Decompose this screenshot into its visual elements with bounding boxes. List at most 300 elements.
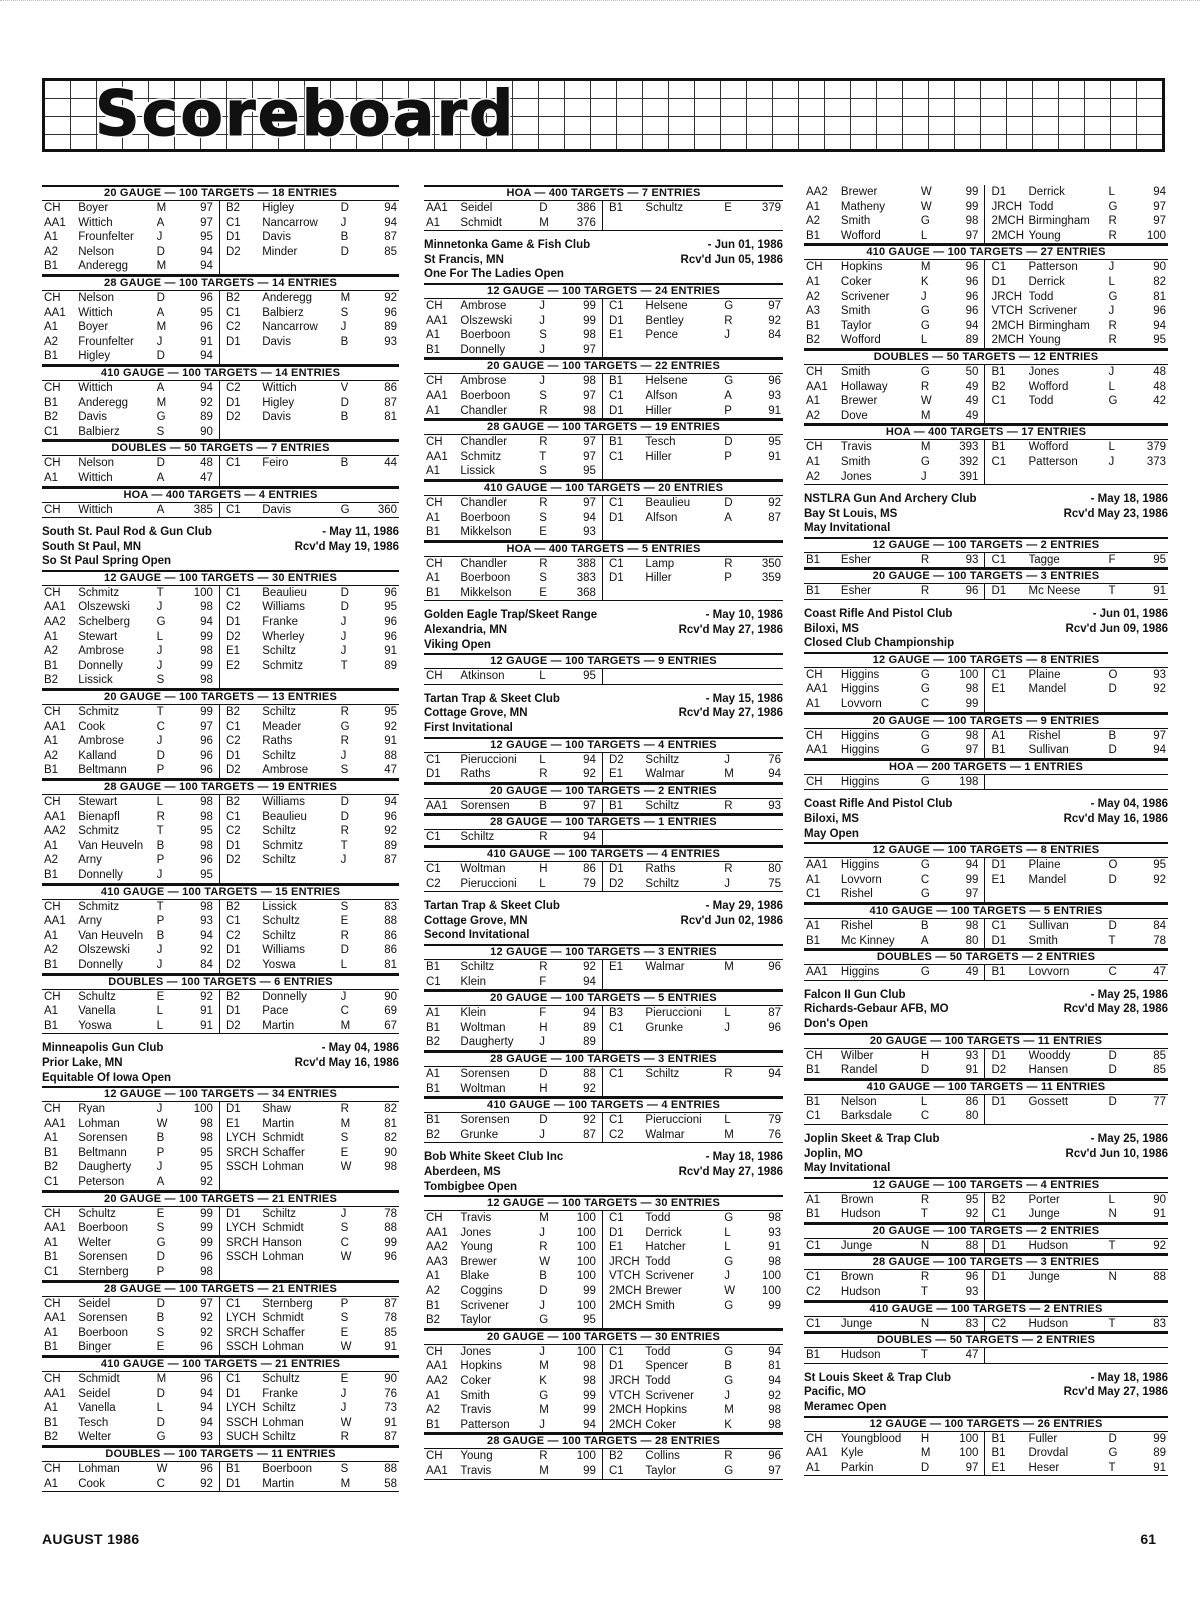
shooter-initial	[724, 975, 746, 990]
shooter-name: Yoswa	[78, 1019, 156, 1034]
shooter-initial: G	[724, 375, 734, 388]
class-code: B1	[804, 934, 841, 949]
score: 44	[384, 457, 397, 470]
column-3	[804, 185, 1168, 1476]
club-header-line	[804, 827, 1168, 842]
event-title: 12 GAUGE — 100 TARGETS — 3 ENTRIES	[424, 944, 783, 960]
shooter-initial: D	[340, 944, 349, 957]
score: 96	[200, 735, 213, 748]
class-code: B1	[219, 1462, 262, 1477]
club-header	[424, 238, 783, 282]
shooter-name: Schmitz	[78, 706, 120, 719]
class-code: CH	[44, 1207, 61, 1220]
shooter-name: Klein	[460, 975, 539, 990]
results-table	[42, 990, 399, 1035]
club-name: Golden Eagle Trap/Skeet Range	[424, 609, 598, 622]
shooter-name: Brown	[840, 1193, 874, 1206]
event-title: 410 GAUGE — 100 TARGETS — 11 ENTRIES	[804, 1079, 1168, 1095]
class-code: CH	[44, 1462, 61, 1475]
class-code: C2	[424, 877, 460, 892]
score: 100	[576, 1255, 596, 1268]
class-code	[219, 868, 262, 883]
result-row	[42, 1175, 399, 1190]
event-block	[42, 1356, 399, 1446]
class-code: D1	[985, 1239, 1029, 1254]
shooter-initial: G	[1108, 1447, 1118, 1460]
score: 99	[965, 186, 979, 198]
result-row	[42, 1160, 399, 1175]
class-code: B1	[985, 1446, 1029, 1461]
shoot-date: - Jun 01, 1986	[1092, 608, 1168, 621]
class-code: A2	[806, 215, 821, 228]
shooter-name: Arny	[78, 915, 102, 928]
shooter-name	[645, 464, 724, 479]
score: 91	[179, 1019, 220, 1034]
result-row	[804, 200, 1168, 215]
event-block	[424, 283, 783, 358]
class-code: C1	[602, 389, 645, 404]
class-code: D2	[602, 877, 645, 892]
shooter-initial: J	[156, 601, 163, 614]
class-code: D1	[985, 1270, 1029, 1285]
results-table	[424, 1113, 783, 1143]
score: 94	[1131, 743, 1168, 758]
score: 47	[179, 471, 220, 486]
event-title: 410 GAUGE — 100 TARGETS — 21 ENTRIES	[42, 1356, 399, 1372]
event-block	[42, 884, 399, 974]
class-code: CH	[426, 299, 443, 312]
shooter-name: Frounfelter	[78, 335, 134, 348]
result-row	[42, 600, 399, 615]
shooter-name: Welter	[78, 1236, 112, 1249]
class-code: C1	[804, 887, 841, 902]
club-header-line	[804, 1161, 1168, 1176]
score: 89	[200, 411, 213, 424]
score: 80	[943, 934, 985, 949]
score: 99	[583, 299, 596, 312]
shooter-name: Sorensen	[460, 1067, 510, 1080]
class-code: C2	[219, 381, 262, 396]
club-header-line	[424, 267, 783, 282]
event-block	[42, 1281, 399, 1356]
result-row	[42, 1146, 399, 1161]
shooter-initial: R	[1108, 319, 1117, 332]
shooter-initial: J	[1108, 305, 1115, 318]
score: 98	[583, 375, 596, 388]
score: 84	[768, 329, 781, 342]
score: 91	[768, 450, 781, 463]
shooter-initial: O	[1108, 668, 1118, 681]
event-title: HOA — 400 TARGETS — 7 ENTRIES	[424, 185, 783, 201]
shooter-name	[645, 669, 724, 684]
score: 69	[384, 1005, 397, 1018]
shoot-date: - May 10, 1986	[705, 609, 783, 622]
shooter-initial: G	[920, 215, 930, 228]
result-row	[424, 830, 783, 845]
shooter-name: Boerboon	[460, 572, 511, 585]
shooter-initial: G	[340, 720, 350, 733]
event-block	[804, 713, 1168, 759]
score: 83	[384, 900, 397, 913]
shooter-name: Lovvorn	[840, 873, 882, 886]
class-code: CH	[44, 1297, 61, 1310]
result-row	[804, 275, 1168, 290]
score: 100	[959, 1447, 979, 1460]
shooter-name: Junge	[1028, 1271, 1060, 1284]
results-table	[424, 1067, 783, 1097]
class-code: AA1	[44, 216, 66, 229]
shooter-initial	[341, 1175, 363, 1190]
score: 89	[384, 321, 397, 334]
score	[363, 1175, 399, 1190]
score: 83	[943, 1317, 985, 1332]
class-code: D1	[602, 571, 645, 586]
score: 92	[179, 1175, 220, 1190]
result-row	[424, 1345, 783, 1360]
score: 95	[384, 601, 397, 614]
score: 98	[768, 1212, 781, 1225]
shooter-name: Hopkins	[460, 1360, 502, 1373]
score: 48	[1153, 380, 1166, 393]
shooter-initial: G	[539, 1313, 561, 1328]
shooter-name: Anderegg	[262, 291, 313, 304]
shooter-name: Boerboon	[78, 1326, 129, 1339]
shooter-initial: T	[921, 1348, 944, 1363]
shooter-name: Schiltz	[262, 825, 297, 838]
class-code: C2	[219, 824, 262, 839]
shooter-name: Beltmann	[78, 1146, 127, 1159]
shooter-name: Balbierz	[78, 425, 156, 440]
shooter-initial	[1108, 470, 1131, 485]
shooter-initial: G	[920, 683, 930, 696]
shooter-name	[262, 868, 340, 883]
class-code: B1	[806, 319, 821, 332]
shooter-name: Pieruccioni	[460, 877, 539, 892]
shooter-name: Birmingham	[1028, 319, 1090, 332]
event-title: 28 GAUGE — 100 TARGETS — 28 ENTRIES	[424, 1433, 783, 1449]
shooter-name: Schmidt	[78, 1373, 120, 1385]
shooter-initial: J	[921, 470, 944, 485]
score: 99	[200, 1207, 213, 1220]
shooter-name: Young	[460, 1450, 493, 1463]
shooter-name: Hollaway	[840, 380, 888, 393]
club-header-line	[804, 1132, 1168, 1147]
shooter-initial: A	[157, 471, 179, 486]
score: 88	[384, 1462, 397, 1475]
class-code: AA2	[426, 1375, 448, 1388]
score: 96	[965, 275, 979, 288]
shooter-initial: G	[724, 1345, 734, 1358]
shooter-name: Seidel	[78, 1297, 111, 1310]
club-name: NSTLRA Gun And Archery Club	[804, 493, 977, 506]
event-block	[804, 1033, 1168, 1079]
result-row	[804, 858, 1168, 873]
shooter-name: Kalland	[78, 749, 117, 762]
club-header	[424, 692, 783, 736]
shooter-initial: M	[539, 1360, 549, 1373]
result-row	[424, 435, 783, 450]
shooter-name: Pence	[645, 329, 679, 342]
class-code: B2	[219, 705, 262, 720]
shooter-initial: W	[156, 1117, 168, 1130]
result-row	[424, 586, 783, 601]
shooter-initial: J	[340, 990, 347, 1003]
shooter-initial: S	[539, 511, 547, 524]
shooter-initial: M	[920, 1447, 931, 1460]
score: 92	[768, 1389, 781, 1402]
shoot-name: Equitable Of Iowa Open	[42, 1071, 172, 1084]
score: 88	[384, 749, 397, 762]
shooter-initial	[1108, 1109, 1131, 1124]
score: 79	[768, 1114, 781, 1127]
class-code: E1	[602, 960, 645, 975]
shooter-name: Tesch	[645, 436, 676, 449]
shooter-name: Olszewski	[460, 314, 513, 327]
score: 100	[959, 1432, 979, 1445]
score: 82	[384, 1103, 397, 1116]
result-row	[42, 425, 399, 440]
class-code: D1	[985, 275, 1029, 290]
class-code: B1	[424, 1082, 460, 1097]
event-title: 12 GAUGE — 100 TARGETS — 8 ENTRIES	[804, 652, 1168, 668]
received-date: Rcv'd Jun 10, 1986	[1065, 1147, 1168, 1160]
class-code: AA1	[426, 314, 448, 327]
result-row	[424, 1255, 783, 1270]
shooter-initial: J	[340, 1402, 347, 1415]
class-code: A1	[806, 455, 821, 468]
event-title: DOUBLES — 50 TARGETS — 2 ENTRIES	[804, 1332, 1168, 1348]
class-code: A1	[44, 321, 59, 334]
result-row	[42, 1311, 399, 1326]
shooter-initial: J	[340, 216, 347, 229]
score	[747, 669, 783, 684]
shooter-name: Plaine	[1028, 668, 1061, 681]
results-table	[424, 799, 783, 815]
shooter-initial: M	[156, 396, 167, 409]
class-code: D1	[985, 858, 1029, 873]
shooter-initial: B	[340, 411, 349, 424]
score	[747, 1082, 783, 1097]
shooter-initial: T	[156, 706, 164, 719]
class-code: C1	[985, 260, 1029, 275]
result-row	[42, 1221, 399, 1236]
received-date: Rcv'd Jun 02, 1986	[680, 914, 783, 927]
class-code: B1	[424, 586, 460, 601]
class-code: C1	[42, 1265, 78, 1280]
shooter-initial: S	[340, 1222, 349, 1235]
shooter-initial: M	[920, 441, 931, 454]
shoot-date: - Jun 01, 1986	[707, 239, 783, 252]
shooter-name: Sullivan	[1029, 743, 1109, 758]
club-city: Cottage Grove, MN	[424, 707, 528, 720]
score: 97	[200, 202, 213, 214]
shooter-name: Schmidt	[262, 1222, 304, 1235]
shooter-initial: S	[340, 1132, 349, 1145]
shooter-initial: E	[539, 525, 561, 540]
score: 96	[200, 291, 213, 304]
result-row	[42, 1102, 399, 1117]
shooter-name: Donnelly	[460, 343, 539, 358]
shooter-name: Williams	[262, 601, 305, 614]
shooter-name: Pace	[262, 1005, 289, 1018]
class-code: C1	[426, 753, 441, 766]
result-row	[42, 824, 399, 839]
class-code: C1	[219, 914, 262, 929]
class-code	[602, 1313, 645, 1328]
class-code: A1	[44, 1132, 59, 1145]
score: 99	[1153, 1432, 1166, 1445]
shooter-name: Esher	[841, 553, 921, 568]
class-code: B2	[804, 333, 841, 348]
shooter-initial: E	[724, 202, 732, 214]
class-code: 2MCH	[985, 229, 1029, 244]
event-title: 12 GAUGE — 100 TARGETS — 9 ENTRIES	[424, 653, 783, 669]
result-row	[424, 753, 783, 768]
result-row	[424, 404, 783, 419]
shooter-name: Higgins	[840, 668, 880, 681]
class-code: A3	[806, 305, 821, 318]
class-code: CH	[426, 496, 443, 509]
shooter-initial	[1108, 775, 1131, 790]
result-row	[424, 201, 783, 216]
shooter-initial: R	[1108, 333, 1131, 348]
results-table	[42, 705, 399, 779]
score: 96	[200, 1373, 213, 1385]
shooter-initial: D	[340, 202, 349, 214]
class-code: AA1	[44, 1387, 66, 1400]
shooter-initial: G	[157, 1430, 179, 1445]
score: 96	[768, 375, 781, 388]
class-code: D2	[219, 245, 262, 260]
shooter-initial: D	[1108, 683, 1117, 696]
club-header-line	[804, 1147, 1168, 1162]
shooter-initial: J	[724, 753, 731, 766]
results-table	[42, 900, 399, 974]
result-row	[804, 743, 1168, 758]
shooter-name: Nelson	[840, 1095, 877, 1108]
shooter-initial: R	[539, 767, 561, 782]
shooter-name: Sorensen	[460, 1114, 510, 1127]
event-title: 410 GAUGE — 100 TARGETS — 20 ENTRIES	[424, 480, 783, 496]
score: 100	[576, 1226, 596, 1239]
shooter-initial: D	[921, 1063, 944, 1078]
class-code: D1	[602, 511, 645, 526]
class-code: C1	[602, 1464, 645, 1479]
class-code	[219, 1175, 262, 1190]
shooter-initial: D	[539, 1114, 548, 1127]
class-code: B1	[44, 1251, 59, 1264]
shooter-name: Derrick	[1028, 186, 1065, 198]
shooter-initial: M	[539, 1464, 561, 1479]
event-title: 12 GAUGE — 100 TARGETS — 26 ENTRIES	[804, 1416, 1168, 1432]
shooter-name: Chandler	[460, 436, 508, 449]
class-code: B2	[985, 380, 1029, 395]
shooter-initial: T	[1108, 1461, 1131, 1476]
result-row	[424, 314, 783, 329]
event-block	[42, 365, 399, 440]
shooter-initial: D	[157, 349, 179, 364]
club-header	[42, 525, 399, 569]
class-code: B2	[42, 673, 78, 688]
shooter-name: Hansen	[1029, 1063, 1109, 1078]
score: 97	[943, 229, 985, 244]
club-header-line	[804, 507, 1168, 522]
shoot-name: First Invitational	[424, 722, 513, 735]
shooter-initial: J	[340, 645, 347, 658]
event-block	[424, 653, 783, 685]
shooter-name: Ambrose	[460, 375, 507, 388]
class-code	[602, 343, 645, 358]
class-code: A2	[44, 854, 59, 867]
shooter-initial: R	[539, 1241, 548, 1254]
shooter-initial: J	[340, 1207, 347, 1220]
shooter-name	[645, 830, 724, 845]
shooter-initial: M	[539, 216, 561, 231]
event-block	[804, 1301, 1168, 1333]
shooter-name: Daugherty	[78, 1161, 132, 1174]
results-table	[42, 1372, 399, 1446]
shooter-name: Ambrose	[78, 735, 125, 748]
shooter-name: Grunke	[460, 1128, 539, 1143]
shooter-initial: J	[157, 868, 179, 883]
score: 87	[363, 1430, 399, 1445]
class-code: C2	[219, 929, 262, 944]
score: 87	[768, 1007, 781, 1020]
shooter-name: Coker	[460, 1375, 492, 1388]
shooter-initial	[1108, 409, 1131, 424]
class-code: B1	[424, 525, 460, 540]
class-code: E1	[985, 873, 1029, 888]
club-header-line	[424, 638, 783, 653]
class-code	[219, 259, 262, 274]
shooter-initial: P	[340, 1297, 349, 1310]
shooter-initial: R	[724, 1067, 733, 1080]
shooter-initial: N	[921, 1239, 944, 1254]
class-code: B2	[424, 1128, 460, 1143]
score: 96	[768, 1021, 781, 1034]
result-row	[42, 320, 399, 335]
score: 96	[200, 749, 213, 762]
shooter-initial: B	[156, 929, 165, 942]
class-code: D1	[602, 1226, 645, 1241]
shooter-initial: C	[157, 1477, 179, 1492]
shooter-name: Minder	[262, 245, 298, 258]
score: 100	[193, 586, 213, 599]
class-code	[602, 525, 645, 540]
club-name: Coast Rifle And Pistol Club	[804, 608, 953, 621]
class-code: D1	[985, 1049, 1029, 1064]
result-row	[804, 1193, 1168, 1208]
class-code: B1	[985, 1432, 1029, 1447]
event-title: 20 GAUGE — 100 TARGETS — 9 ENTRIES	[804, 713, 1168, 729]
issue-date: AUGUST 1986	[42, 1531, 140, 1547]
shooter-name: Esher	[841, 584, 921, 599]
shooter-name: Hanson	[262, 1236, 302, 1249]
class-code: D2	[219, 763, 262, 778]
class-code: CH	[44, 796, 61, 808]
shooter-name: Jones	[841, 470, 921, 485]
shooter-name: Feiro	[262, 457, 289, 470]
class-code: E1	[219, 1117, 262, 1132]
class-code: D1	[219, 335, 262, 350]
shooter-initial: P	[724, 450, 732, 463]
shooter-initial: C	[1108, 965, 1131, 980]
club-header-line	[424, 899, 783, 914]
class-code: B1	[985, 965, 1029, 980]
class-code: 2MCH	[985, 333, 1029, 348]
score: 98	[965, 683, 979, 696]
column-1	[42, 185, 399, 1492]
